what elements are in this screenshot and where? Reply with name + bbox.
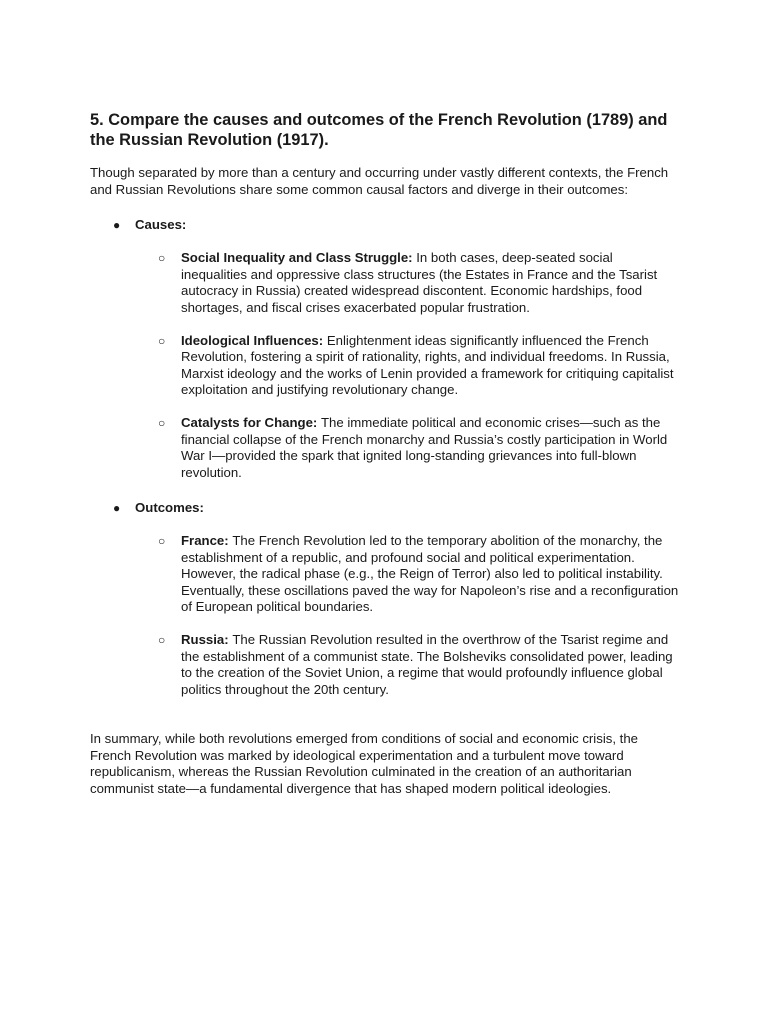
list-item-russia xyxy=(158,632,680,698)
item-label: Catalysts for Change: xyxy=(181,415,321,430)
item-text: The Russian Revolution resulted in the overthrow of the Tsarist regime and the establishment of a communist state. The Bolsheviks consolidated power, leading to the creation of the Soviet Union, a regime that would profoundly influence global politics throughout the 20th century. xyxy=(181,632,673,697)
item-text: The immediate political and economic crises—such as the financial collapse of the French monarchy and Russia’s costly participation in World War I—provided the spark that ignited long-standing grievances into full-blown revolution. xyxy=(181,415,668,480)
item-text: In both cases, deep-seated social inequalities and oppressive class structures (the Estates in France and the Tsarist autocracy in Russia) created widespread discontent. Economic hardships, food shortages, and fiscal crises exacerbated popular frustration. xyxy=(181,250,658,315)
causes-section xyxy=(90,217,680,481)
circle-bullet-icon: ○ xyxy=(158,416,166,430)
circle-bullet-icon: ○ xyxy=(158,333,166,348)
outcomes-title: Outcomes: xyxy=(135,500,204,515)
document-page xyxy=(90,110,680,797)
item-label: Ideological Influences: xyxy=(181,332,327,348)
list-item-ideological-influences xyxy=(158,332,680,399)
list-item-social-inequality xyxy=(158,250,680,316)
bullet-icon: ● xyxy=(113,218,121,232)
circle-bullet-icon: ○ xyxy=(158,534,166,548)
list-item-catalysts xyxy=(158,415,680,481)
item-text: The French Revolution led to the temporary abolition of the monarchy, the establishment of a republic, and profound social and political experimentation. However, the radical phase (e.g., the Reign of Terror) also led to political instability. Eventually, these oscillations paved the way for Napoleon’s rise and a reconfiguration of European political boundaries. xyxy=(181,533,679,614)
item-text: Enlightenment ideas significantly influenced the French Revolution, fostering a spirit of rationality, rights, and individual freedoms. In Russia, Marxist ideology and the works of Lenin provided a framework for critiquing capitalist exploitation and justifying revolutionary change. xyxy=(181,332,674,397)
circle-bullet-icon: ○ xyxy=(158,251,166,265)
item-label: France: xyxy=(181,533,233,548)
circle-bullet-icon: ○ xyxy=(158,633,166,647)
causes-title: Causes: xyxy=(135,217,187,232)
item-label: Social Inequality and Class Struggle: xyxy=(181,250,417,265)
question-heading: 5. Compare the causes and outcomes of the French Revolution (1789) and the Russian Revolution (1917). xyxy=(90,111,668,149)
list-item-france xyxy=(158,533,680,616)
outcomes-section xyxy=(90,500,680,698)
summary-paragraph: In summary, while both revolutions emerged from conditions of social and economic crisis, the French Revolution was marked by ideological experimentation and a turbulent move toward republicanism, whereas the Russian Revolution culminated in the creation of an authoritarian communist state—a fundamental divergence that has shaped modern political ideologies. xyxy=(90,731,639,796)
intro-paragraph: Though separated by more than a century and occurring under vastly different contexts, the French and Russian Revolutions share some common causal factors and diverge in their outcomes: xyxy=(90,165,669,197)
item-label: Russia: xyxy=(181,632,233,647)
bullet-icon: ● xyxy=(113,501,121,515)
